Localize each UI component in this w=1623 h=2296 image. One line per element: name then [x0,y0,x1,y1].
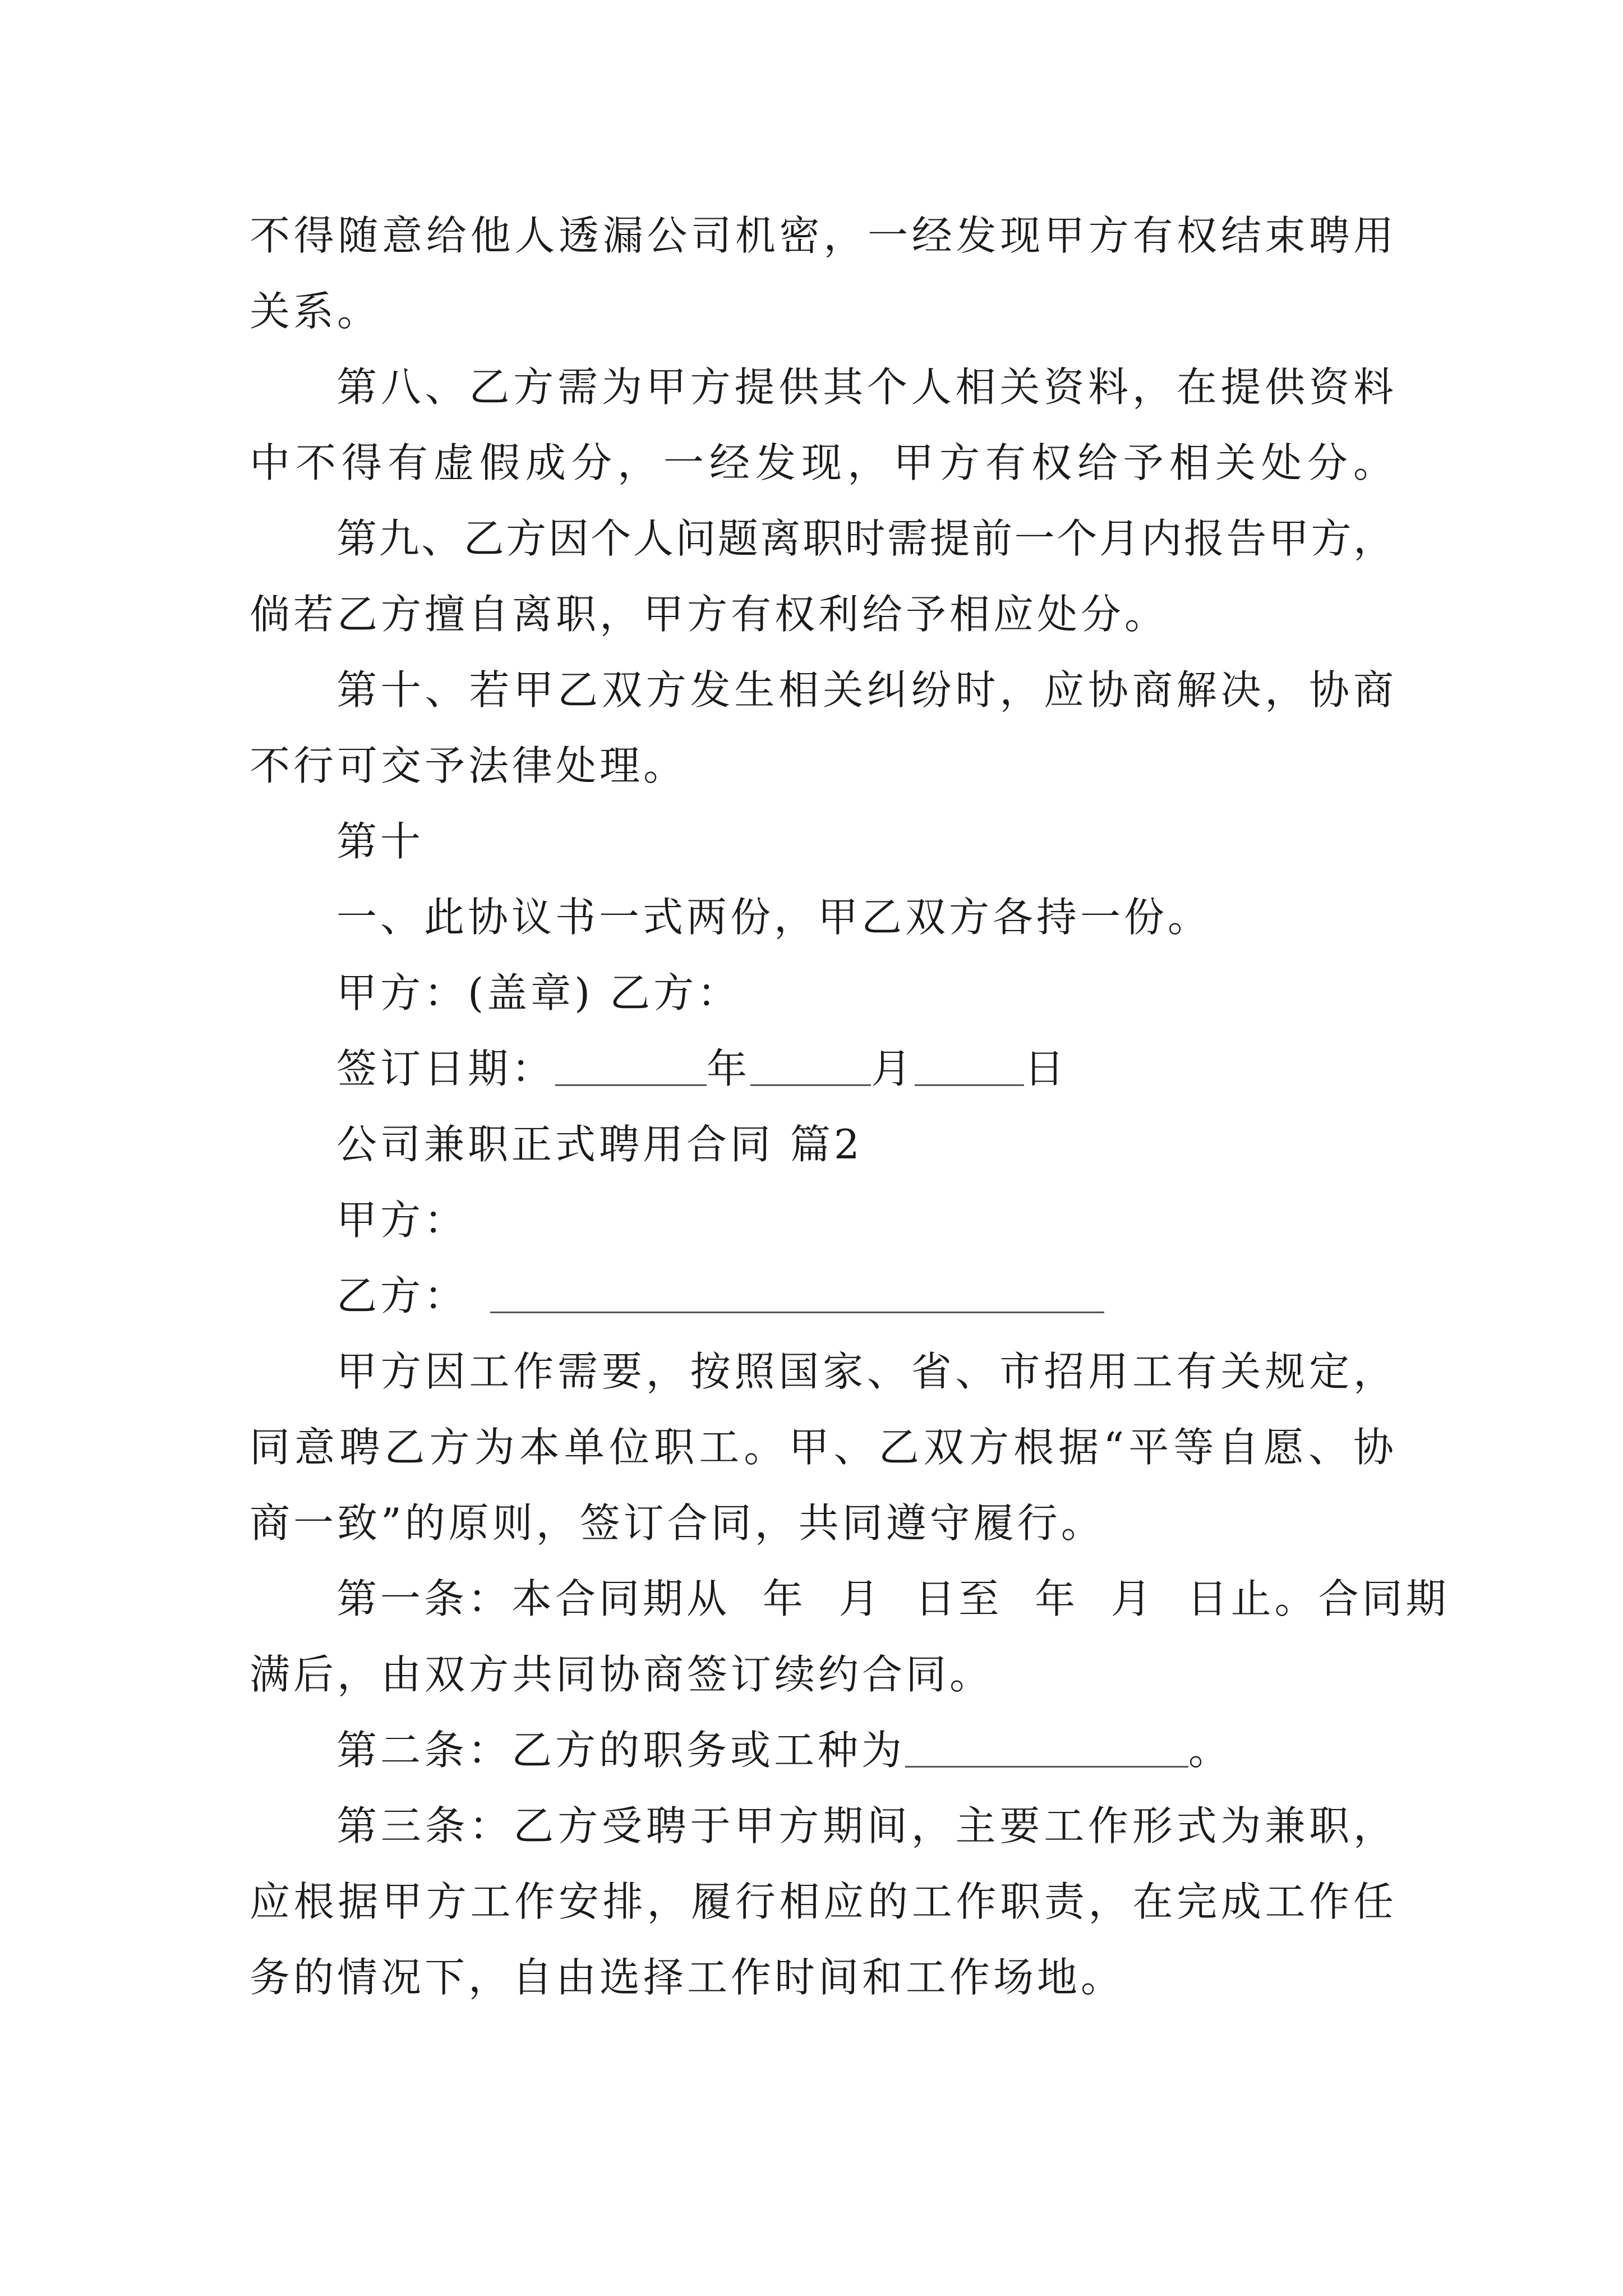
signature-parties: 甲方：(盖章) 乙方： [336,969,741,1016]
text-line: 中不得有虚假成分，一经发现，甲方有权给予相关处分。 [250,439,1394,486]
month-blank [750,1051,871,1086]
job-blank [905,1732,1188,1768]
text-line: 关系。 [250,288,381,335]
party-b-line [336,1268,1394,1324]
intro-line: 同意聘乙方为本单位职工。甲、乙双方根据“平等自愿、协 [250,1424,1394,1471]
party-b-label: 乙方： [336,1272,468,1319]
intro-line: 商一致”的原则，签订合同，共同遵守履行。 [250,1499,1105,1547]
day-blank [915,1051,1024,1086]
sign-date-line [336,1041,1394,1097]
year-blank [555,1051,707,1086]
article-11-text: 一、此协议书一式两份，甲乙双方各持一份。 [336,894,1212,941]
article-3-line: 应根据甲方工作安排，履行相应的工作职责，在完成工作任 [250,1878,1394,1925]
article-3-line: 第三条：乙方受聘于甲方期间，主要工作形式为兼职， [336,1802,1394,1849]
article-8-line: 第八、乙方需为甲方提供其个人相关资料，在提供资料 [336,364,1394,411]
article-9-line: 第九、乙方因个人问题离职时需提前一个月内报告甲方， [336,515,1394,562]
article-3-line: 务的情况下，自由选择工作时间和工作场地。 [250,1954,1125,2001]
article-11-heading: 第十 [336,818,425,865]
month-label: 月 [871,1045,915,1092]
text-line: 倘若乙方擅自离职，甲方有权利给予相应处分。 [250,591,1169,638]
article-2-suffix: 。 [1188,1727,1233,1774]
article-1-line: 第一条：本合同期从 年 月 日至 年 月 日止。合同期 [336,1575,1450,1622]
article-2-text: 第二条：乙方的职务或工种为 [336,1727,906,1774]
year-label: 年 [707,1045,751,1092]
sign-date-label: 签订日期： [336,1045,556,1092]
article-10-line: 第十、若甲乙双方发生相关纠纷时，应协商解决，协商 [336,666,1394,714]
party-a-label: 甲方： [336,1197,468,1244]
text-line: 不行可交予法律处理。 [250,742,688,789]
section-2-title: 公司兼职正式聘用合同 篇2 [336,1121,863,1168]
article-1-line: 满后，由双方共同协商签订续约合同。 [250,1651,994,1698]
party-b-blank [490,1278,1104,1313]
text-line: 不得随意给他人透漏公司机密，一经发现甲方有权结束聘用 [250,212,1394,259]
article-2-line [336,1722,1394,1778]
intro-line: 甲方因工作需要，按照国家、省、市招用工有关规定， [336,1348,1394,1395]
day-label: 日 [1024,1045,1068,1092]
